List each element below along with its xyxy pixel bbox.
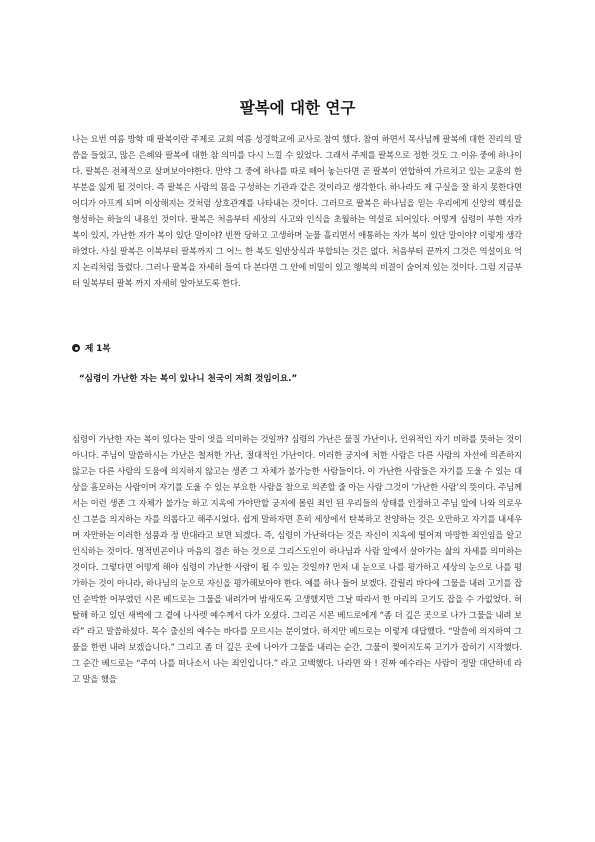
section-heading-text: 제 1복: [85, 344, 111, 354]
section-heading: [72, 342, 111, 354]
intro-paragraph: 나는 요번 여름 방학 때 팔복이란 주제로 교회 여름 성경학교에 교사로 참여 했다. 참여 하면서 목사님께 팔복에 대한 진리의 말씀을 들었고, 많은 은혜와 팔복에 대한 참 의미를 다시 느낄 수 있었다. 그래서 주제를 팔복으로 정한 것도 그 이유 중에 하나이다. 팔복은 전체적으로 살펴보아야한다. 만약 그 중에 하나를 따로 떼어 놓는다면 곧 팔복이 연합하여 가르치고 있는 교훈의 한 부분을 잃게 될 것이다. 즉 팔복은 사람의 몸을 구성하는 기관과 같은 것이라고 생각한다. 하나라도 제 구실을 잘 하지 못한다면 어디가 아프게 되며 이상해지는 것처럼 상호관계를 나타내는 것이다. 그러므로 팔복은 하나님을 믿는 우리에게 신앙의 핵심을 형성하는 하늘의 내용인 것이다. 팔복은 처음부터 세상의 사고와 인식을 초월하는 역설로 되어있다. 어떻게 심령이 부한 자가 복이 있지, 가난한 자가 복이 있단 말이야? 빈짠 당하고 고생하며 눈물 흘리면서 애통하는 자가 복이 있단 말이야? 이렇게 생각하였다. 사실 팔복은 이복부터 팔복까지 그 어느 한 복도 일반상식과 부합되는 것은 없다. 처음부터 끝까지 그것은 역설이요 억지 논리처럼 들렸다. 그러나 팔복을 자세히 들여 다 본다면 그 안에 비밀이 있고 행복의 비결이 숨어져 있는 것이다. 그럼 지금부터 일복부터 팔복 까지 자세히 알아보도록 한다.: [72, 134, 522, 288]
document-title: 팔복에 대한 연구: [239, 98, 356, 117]
section-quote: “심령이 가난한 자는 복이 있나니 천국이 저희 것임이요.”: [79, 374, 298, 384]
body-paragraph: 심령이 가난한 자는 복이 있다는 말이 엇을 의미하는 것일까? 심령의 가난은 물질 가난이나, 인위적인 자기 비하를 뜻하는 것이 아니다. 주님이 말씀하시는 가난은 철저한 가난, 절대적인 가난이다. 이러한 궁지에 처한 사람은 다른 사람의 자선에 의존하지 않고는 다른 사람의 도움에 의지하지 않고는 생존 그 자체가 불가능한 사람들이다. 이 가난한 사람들은 자기를 도울 수 있는 대상을 흠모하는 사람이며 자기를 도울 수 있는 부요한 사람을 참으로 의존할 줄 아는 사람 그것이 ‘가난한 사람’의 뜻이다. 주님께서는 이런 생존 그 자체가 불가능 하고 지옥에 가야만할 궁지에 몰린 죄인 된 우리들의 상태를 인정하고 주님 앞에 나와 의로우신 그분을 의지하는 자를 의롭다고 해주시었다. 쉽게 말하자면 흔히 세상에서 탄복하고 찬양하는 것은 오만하고 자기를 내세우며 자만하는 이러한 성품과 정 반대라고 보면 되겠다. 즉, 심령이 가난하다는 것은 자신이 지옥에 떨어져 마땅한 죄인임을 알고 인식하는 것이다. 명적빈곤이나 마음의 겸손 하는 것으로 그리스도인이 하나님과 사람 앞에서 살아가는 삶의 자세를 의미하는 것이다. 그렇다면 어떻게 해야 심령이 가난한 사람이 될 수 있는 것일까? 먼저 내 눈으로 나를 평가하고 세상의 눈으로 나를 평가하는 것이 아니라, 하나님의 눈으로 자신을 평가해보아야 한다. 예를 하나 들어 보겠다. 갈릴리 바다에 그물을 내려 고기를 잡던 순박한 어부였던 시몬 베드로는 그물을 내려가며 밤새도록 고생했지만 그날 따라서 한 마리의 고기도 잡을 수 가없었다. 허탈해 하고 있던 새벽에 그 곁에 나사렛 예수께서 다가 오셨다. 그리곤 시몬 베드로에게 “좀 더 깊은 곳으로 나가 그물을 내려 보라” 라고 말씀하셨다. 목수 출신의 예수는 바다를 모르시는 분이였다. 하지만 베드로는 이렇게 대답했다. “말씀에 의지하여 그물을 한번 내려 보겠습니다.” 그리고 좀 더 깊은 곳에 나아가 그물을 내리는 순간, 그물이 찢어지도록 고기가 잡히기 시작했다. 그 순간 베드로는 “주여 나를 떠나소서 나는 죄인입니다.” 라고 고백했다. 나라면 와 ! 진짜 예수라는 사람이 정말 대단하네 라고 말을 했을: [72, 434, 522, 684]
circle-bullet-icon: [72, 344, 80, 352]
